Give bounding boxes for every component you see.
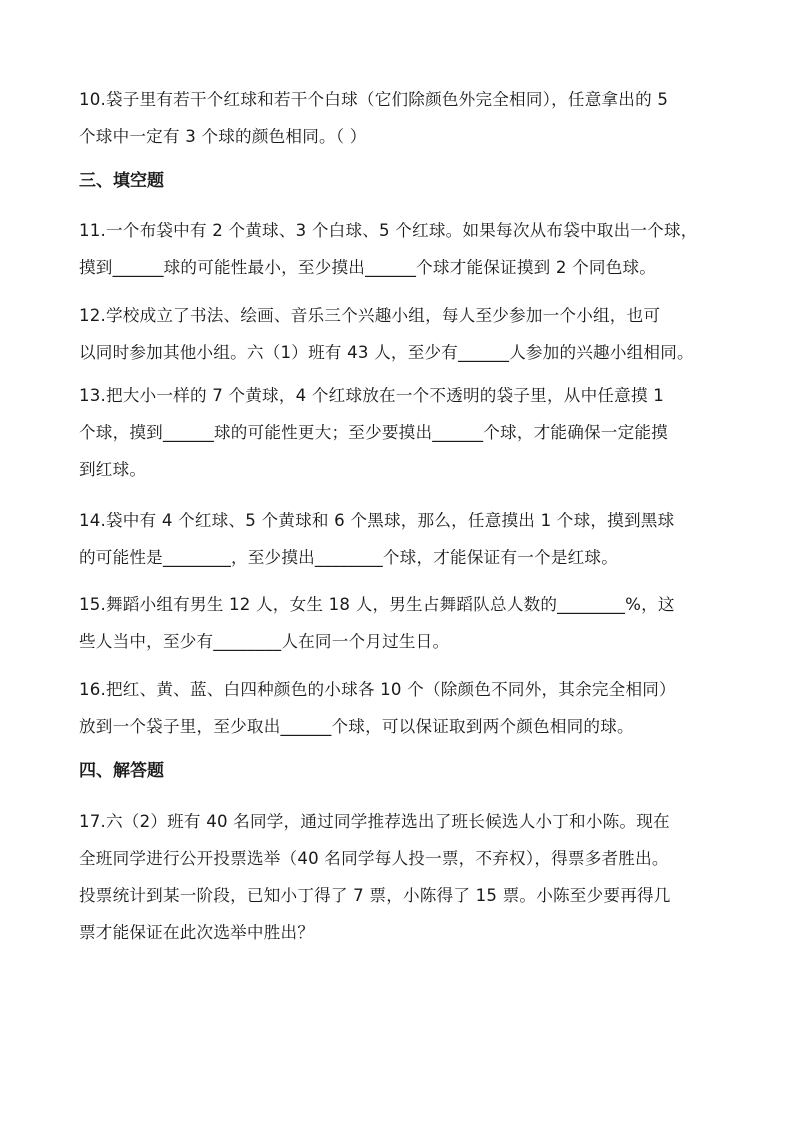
question-13-line-1: 13.把大小一样的 7 个黄球，4 个红球放在一个不透明的袋子里，从中任意摸 1 xyxy=(79,386,664,405)
section-4-heading: 四、解答题 xyxy=(79,761,164,781)
question-10 xyxy=(79,81,719,155)
question-12-line-1: 12.学校成立了书法、绘画、音乐三个兴趣小组，每人至少参加一个小组，也可 xyxy=(79,306,661,325)
question-16-line-1: 16.把红、黄、蓝、白四种颜色的小球各 10 个（除颜色不同外，其余完全相同） xyxy=(79,680,676,699)
section-3-heading: 三、填空题 xyxy=(79,171,164,191)
question-13-line-3: 到红球。 xyxy=(79,460,147,479)
question-16-line-2: 放到一个袋子里，至少取出______个球，可以保证取到两个颜色相同的球。 xyxy=(79,717,634,736)
question-15 xyxy=(79,586,719,660)
question-14-line-1: 14.袋中有 4 个红球、5 个黄球和 6 个黑球，那么，任意摸出 1 个球，摸到黑球 xyxy=(79,511,675,530)
question-17-line-1: 17.六（2）班有 40 名同学，通过同学推荐选出了班长候选人小丁和小陈。现在 xyxy=(79,812,670,831)
question-17-line-4: 票才能保证在此次选举中胜出？ xyxy=(79,923,315,942)
question-12-line-2: 以同时参加其他小组。六（1）班有 43 人，至少有______人参加的兴趣小组相同。 xyxy=(79,343,694,362)
question-17 xyxy=(79,803,719,951)
question-17-line-2: 全班同学进行公开投票选举（40 名同学每人投一票，不弃权），得票多者胜出。 xyxy=(79,849,669,868)
question-11 xyxy=(79,212,719,286)
question-17-line-3: 投票统计到某一阶段，已知小丁得了 7 票，小陈得了 15 票。小陈至少要再得几 xyxy=(79,886,671,905)
question-14 xyxy=(79,502,719,576)
question-13-line-2: 个球，摸到______球的可能性更大；至少要摸出______个球，才能确保一定能摸 xyxy=(79,423,668,442)
question-11-line-1: 11.一个布袋中有 2 个黄球、3 个白球、5 个红球。如果每次从布袋中取出一个球， xyxy=(79,221,698,240)
question-11-line-2: 摸到______球的可能性最小，至少摸出______个球才能保证摸到 2 个同色球。 xyxy=(79,258,657,277)
question-12 xyxy=(79,297,719,371)
question-10-line-2: 个球中一定有 3 个球的颜色相同。（ ） xyxy=(79,127,367,146)
question-10-line-1: 10.袋子里有若干个红球和若干个白球（它们除颜色外完全相同），任意拿出的 5 xyxy=(79,90,669,109)
question-15-line-2: 些人当中，至少有________人在同一个月过生日。 xyxy=(79,632,450,651)
question-13 xyxy=(79,377,719,488)
question-14-line-2: 的可能性是________，至少摸出________个球，才能保证有一个是红球。 xyxy=(79,548,618,567)
question-16 xyxy=(79,671,719,745)
question-15-line-1: 15.舞蹈小组有男生 12 人，女生 18 人，男生占舞蹈队总人数的________%，这 xyxy=(79,595,675,614)
